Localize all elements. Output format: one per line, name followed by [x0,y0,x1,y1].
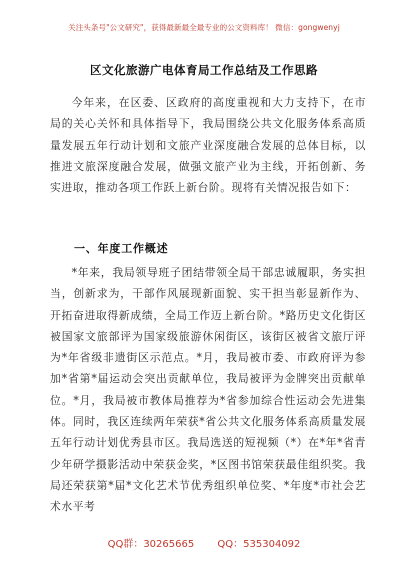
header-banner: 关注头条号"公文研究"，获得最新最全最专业的公文资料库！ 微信：gongwenyj [68,23,340,32]
section-body-paragraph: *年来，我局领导班子团结带领全局干部忠诚履职，务实担当，创新求为，干部作风展现新面貌、实干担当彰显新作为、开拓奋进取得新成绩，全局工作迈上新台阶。*路历史文化街区被国家文旅部评为国家级旅游休闲街区，该街区被省文旅厅评为*年省级非遗街区示范点。*月，我局被市委、市政府评为参加*省第*届运动会突出贡献单位，我局被评为金牌突出贡献单位。*月，我局被市教体局推荐为*省参加综合性运动会先进集体。同时，我区连续两年荣获*省公共文化服务体系高质量发展五年行动计划优秀县市区。我局选送的短视频（*）在*年*省青少年研学摄影活动中荣获金奖，*区图书馆荣获最佳组织奖。我局还荣获第*届*文化艺术节优秀组织单位奖、*年度*市社会艺术水平考 [50,266,366,514]
qq-group: QQ群：30265665 [107,539,195,550]
intro-paragraph: 今年来，在区委、区政府的高度重视和大力支持下，在市局的关心关怀和具体指导下，我局围绕公共文化服务体系高质量发展五年行动计划和文旅产业深度融合发展的总体目标，以推进文旅深度融合发展，做强文旅产业为主线，开拓创新、务实进取，推动各项工作跃上新台阶。现将有关情况报告如下： [50,96,366,195]
document-title: 区文化旅游广电体育局工作总结及工作思路 [90,63,318,77]
qq-number: QQ：535304092 [217,539,301,550]
footer-contact [0,535,408,550]
section-heading: 一、年度工作概述 [74,242,169,255]
